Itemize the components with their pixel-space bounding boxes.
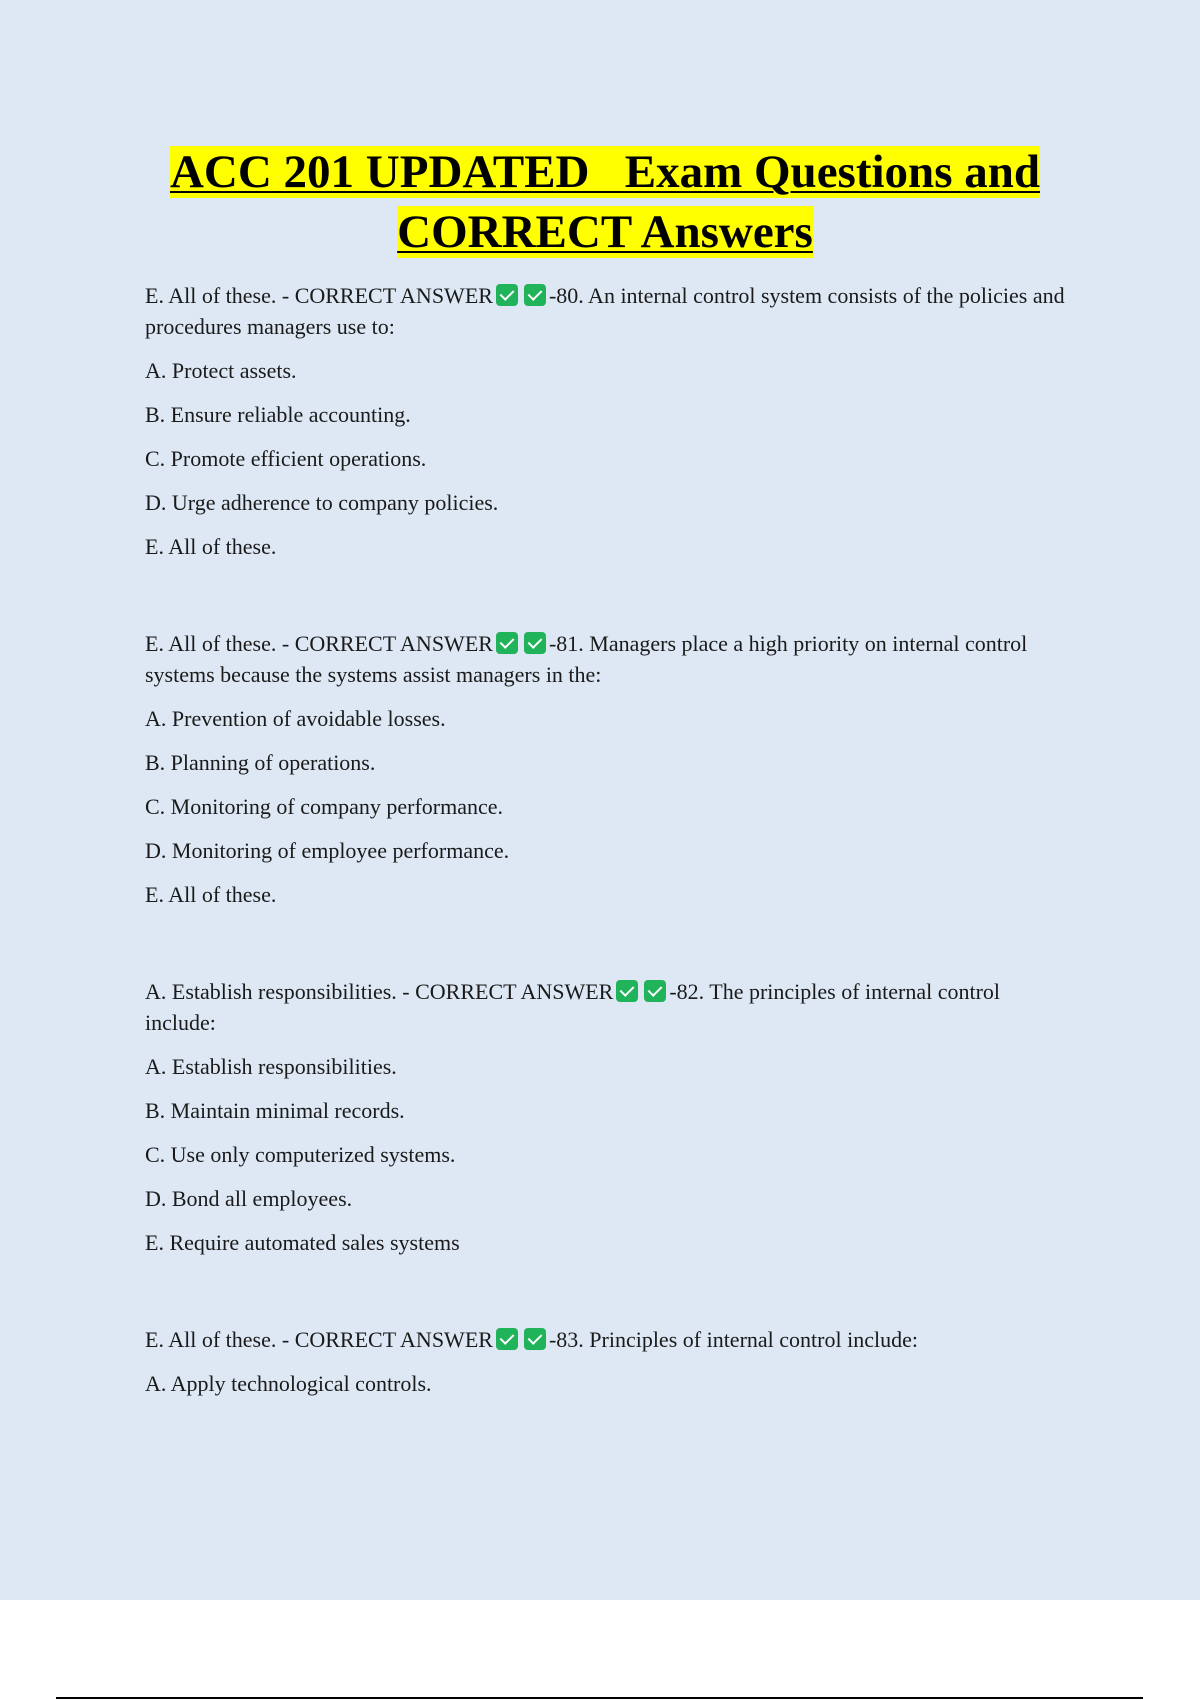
option-c: C. Monitoring of company performance. (145, 794, 504, 819)
answer-prefix: E. All of these. - CORRECT ANSWER (145, 1327, 493, 1352)
check-mark-icon (616, 980, 638, 1002)
question-spacer (145, 1258, 1065, 1324)
document-title (145, 142, 1065, 262)
option-b: B. Ensure reliable accounting. (145, 402, 411, 427)
option-a: A. Apply technological controls. (145, 1371, 432, 1396)
option-d: D. Monitoring of employee performance. (145, 838, 510, 863)
title-line-1: ACC 201 UPDATED Exam Questions and (169, 146, 1041, 198)
document-content (145, 142, 1065, 1399)
question-spacer (145, 910, 1065, 976)
check-mark-icon (524, 632, 546, 654)
question-text: -80. An internal control system consists of the policies and procedures managers use to: (145, 283, 1065, 339)
option-a: A. Establish responsibilities. (145, 1054, 397, 1079)
question-text: -81. Managers place a high priority on internal control systems because the systems assist managers in the: (145, 631, 1028, 687)
option-a: A. Prevention of avoidable losses. (145, 706, 446, 731)
check-mark-icon (496, 284, 518, 306)
option-e: E. Require automated sales systems (145, 1230, 460, 1255)
option-c: C. Use only computerized systems. (145, 1142, 456, 1167)
question-intro (145, 1324, 1065, 1355)
check-mark-icon (644, 980, 666, 1002)
question-block-81 (145, 628, 1065, 910)
question-block-83 (145, 1324, 1065, 1399)
question-intro (145, 280, 1065, 342)
question-spacer (145, 562, 1065, 628)
answer-prefix: E. All of these. - CORRECT ANSWER (145, 631, 493, 656)
option-b: B. Maintain minimal records. (145, 1098, 405, 1123)
check-mark-icon (496, 632, 518, 654)
option-e: E. All of these. (145, 882, 277, 907)
question-intro (145, 628, 1065, 690)
option-a: A. Protect assets. (145, 358, 297, 383)
check-mark-icon (496, 1328, 518, 1350)
check-mark-icon (524, 284, 546, 306)
question-block-82 (145, 976, 1065, 1258)
question-intro (145, 976, 1065, 1038)
check-mark-icon (524, 1328, 546, 1350)
option-b: B. Planning of operations. (145, 750, 376, 775)
page-bottom-rule (56, 1697, 1143, 1699)
question-block-80 (145, 280, 1065, 562)
option-d: D. Bond all employees. (145, 1186, 353, 1211)
answer-prefix: E. All of these. - CORRECT ANSWER (145, 283, 493, 308)
option-e: E. All of these. (145, 534, 277, 559)
title-line-2: CORRECT Answers (397, 206, 813, 258)
option-d: D. Urge adherence to company policies. (145, 490, 499, 515)
question-text: -82. The principles of internal control include: (145, 979, 1001, 1035)
question-text: -83. Principles of internal control include: (548, 1327, 918, 1352)
answer-prefix: A. Establish responsibilities. - CORRECT ANSWER (145, 979, 614, 1004)
option-c: C. Promote efficient operations. (145, 446, 427, 471)
